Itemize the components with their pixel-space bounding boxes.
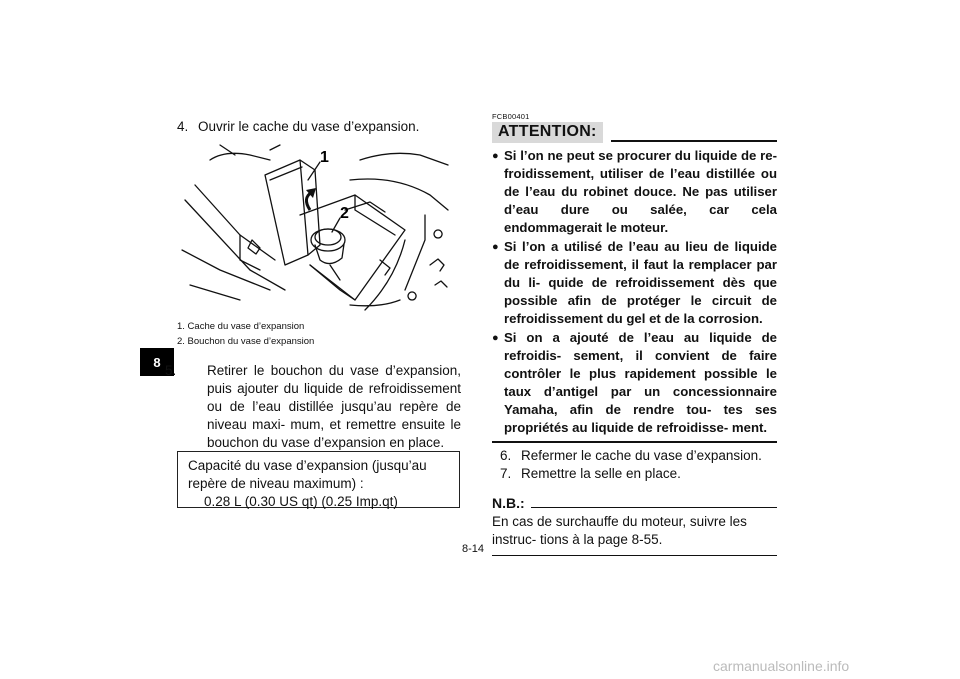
- step-6-number: 6.: [500, 448, 512, 463]
- figure-label-1: 1: [320, 149, 329, 166]
- step-5-number: 5.: [165, 363, 177, 378]
- step-7-number: 7.: [500, 466, 512, 481]
- step-4-text: Ouvrir le cache du vase d’expansion.: [198, 119, 420, 134]
- warning-item: [492, 147, 777, 237]
- attention-header: [492, 122, 777, 143]
- step-5: [165, 362, 461, 452]
- attention-label: ATTENTION:: [492, 122, 603, 143]
- step-7-text: Remettre la selle en place.: [521, 466, 681, 481]
- bullet-icon: ●: [492, 150, 499, 162]
- note-rule: [531, 507, 777, 508]
- step-6: [500, 447, 777, 465]
- step-4-number: 4.: [177, 119, 189, 134]
- caption-1: 1. Cache du vase d’expansion: [177, 321, 305, 332]
- caption-2: 2. Bouchon du vase d’expansion: [177, 335, 315, 347]
- warning-item: [492, 238, 777, 328]
- spec-line-1: Capacité du vase d’expansion (jusqu’au repère de niveau maximum) :: [188, 458, 427, 491]
- expansion-tank-illustration: [180, 140, 450, 315]
- note-label: N.B.:: [492, 495, 525, 511]
- note-end-rule: [492, 555, 777, 556]
- page-number: 8-14: [462, 543, 485, 555]
- left-column: [177, 118, 462, 136]
- note-text: En cas de surchauffe du moteur, suivre les instruc- tions à la page 8-55.: [492, 514, 747, 547]
- step-7: [500, 465, 777, 483]
- attention-end-rule: [492, 441, 777, 443]
- attention-rule: [611, 140, 777, 142]
- warning-text: Si l’on ne peut se procurer du liquide de re- froidissement, utiliser de l’eau distillée ou de l’eau du robinet douce. Ne pas utiliser d’eau dure ou salée, car cela endommagerait le moteur.: [504, 148, 777, 235]
- figure-label-2: 2: [340, 205, 349, 222]
- right-column: [492, 112, 777, 556]
- warning-text: Si on a ajouté de l’eau au liquide de refroidis- sement, il convient de faire contrôler le plus rapidement possible le taux d’antigel par un concessionnaire Yamaha, afin de rendre tou- tes ses propriétés au liquide de refroidisse- ment.: [504, 330, 777, 435]
- spec-line-2: 0.28 L (0.30 US qt) (0.25 Imp.qt): [204, 494, 398, 509]
- warning-text: Si l’on a utilisé de l’eau au lieu de liquide de refroidissement, il faut la remplacer par du li- quide de refroidissement dès que possible afin de protéger le circuit de refroidissement du gel et de la corrosion.: [504, 239, 777, 326]
- warning-item: [492, 329, 777, 437]
- step-4: [177, 118, 462, 136]
- figure-captions: [177, 320, 314, 349]
- step-5-text: Retirer le bouchon du vase d’expansion, puis ajouter du liquide de refroidissement ou de l’eau distillée jusqu’au repère de niveau maxi- mum, et remettre ensuite le bouchon du vase d’expansion en place.: [207, 363, 461, 450]
- reference-code: FCB00401: [492, 112, 530, 121]
- step-6-text: Refermer le cache du vase d’expansion.: [521, 448, 762, 463]
- bullet-icon: ●: [492, 241, 499, 253]
- chapter-tab: 8: [140, 348, 174, 376]
- watermark: carmanualsonline.info: [713, 658, 850, 674]
- capacity-spec-box: [177, 451, 460, 508]
- steps-6-7: [492, 447, 777, 483]
- illustration-svg: [180, 140, 450, 315]
- note-header: [492, 495, 777, 511]
- warning-list: [492, 147, 777, 437]
- bullet-icon: ●: [492, 332, 499, 344]
